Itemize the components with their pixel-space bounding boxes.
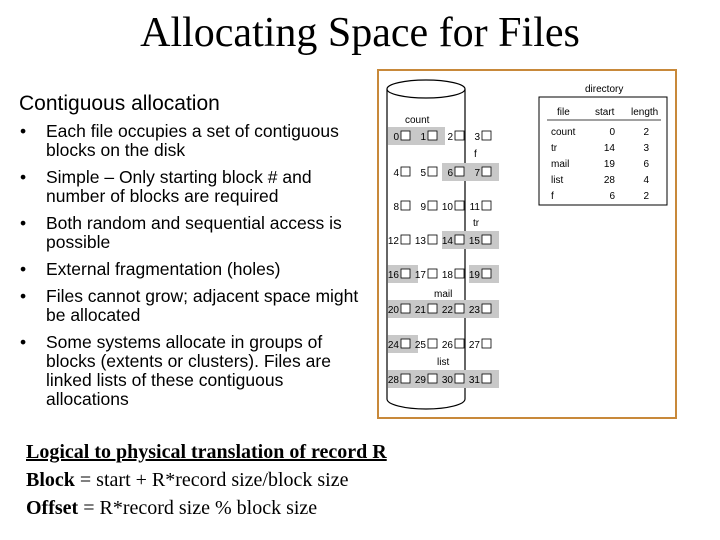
disk-block	[388, 370, 418, 388]
file-label-f: f	[474, 149, 477, 160]
directory-cell: 14	[603, 143, 615, 154]
directory-cell: 3	[643, 143, 649, 154]
directory-cell: f	[551, 191, 554, 202]
disk-block-number: 24	[387, 340, 399, 351]
directory-cell: count	[551, 127, 576, 138]
formula-block-term: Block	[26, 469, 75, 491]
disk-block	[415, 300, 445, 318]
file-label-count: count	[405, 115, 430, 126]
directory-header-start: start	[595, 107, 615, 118]
disk-block-number: 18	[441, 270, 453, 281]
bullet-item: • Both random and sequential access is possible	[18, 214, 363, 252]
disk-block-number: 8	[393, 202, 399, 213]
disk-block	[470, 201, 491, 213]
disk-block-number: 30	[441, 375, 453, 386]
disk-block-number: 0	[393, 132, 399, 143]
directory-cell: 2	[643, 127, 649, 138]
directory-cell: 19	[603, 159, 615, 170]
disk-block	[388, 335, 418, 353]
formula-offset-line	[26, 494, 387, 522]
disk-block-number: 3	[474, 132, 480, 143]
bullet-item: • External fragmentation (holes)	[18, 260, 363, 279]
translation-formula	[26, 438, 387, 522]
disk-block-number: 21	[414, 305, 426, 316]
disk-block-number: 10	[441, 202, 453, 213]
disk-block-number: 29	[414, 375, 426, 386]
disk-block	[469, 231, 499, 249]
disk-block	[415, 127, 445, 145]
disk-block	[469, 300, 499, 318]
disk-block	[442, 300, 472, 318]
disk-block	[474, 131, 491, 143]
disk-block-number: 5	[420, 168, 426, 179]
disk-block	[442, 370, 472, 388]
disk-block	[442, 163, 472, 181]
contiguous-allocation-figure	[377, 69, 677, 419]
disk-block-number: 25	[414, 340, 426, 351]
directory-cell: mail	[551, 159, 570, 170]
file-label-mail: mail	[434, 289, 453, 300]
slide-title: Allocating Space for Files	[140, 10, 580, 56]
disk-block-number: 11	[469, 202, 480, 213]
directory-header-file: file	[557, 107, 570, 118]
disk-block-number: 6	[447, 168, 453, 179]
disk-block-number: 4	[393, 168, 399, 179]
file-label-list: list	[437, 357, 450, 368]
disk-block-number: 7	[474, 168, 480, 179]
bullet-item: • Some systems allocate in groups of blocks (extents or clusters). Files are linked lists of these contiguous allocations	[18, 333, 363, 409]
disk-block-number: 22	[441, 305, 453, 316]
disk-block-number: 13	[414, 236, 426, 247]
disk-block-number: 23	[468, 305, 480, 316]
disk-block-number: 9	[420, 202, 426, 213]
disk-block	[388, 300, 418, 318]
file-label-tr: tr	[473, 218, 480, 229]
disk-block	[415, 370, 445, 388]
disk-block-number: 15	[468, 236, 480, 247]
disk-block	[469, 265, 499, 283]
disk-block	[388, 127, 418, 145]
disk-block	[442, 231, 472, 249]
directory-cell: tr	[551, 143, 558, 154]
disk-block-number: 2	[447, 132, 453, 143]
disk-diagram	[379, 71, 675, 417]
disk-block	[469, 370, 499, 388]
disk-block-number: 16	[387, 270, 399, 281]
bullet-item: • Simple – Only starting block # and number of blocks are required	[18, 168, 363, 206]
directory-cell: 6	[643, 159, 649, 170]
disk-block-number: 20	[387, 305, 399, 316]
directory-cell: list	[551, 175, 564, 186]
disk-block-number: 17	[414, 270, 426, 281]
formula-offset-expr: = R*record size % block size	[78, 497, 318, 519]
bullet-list	[18, 122, 363, 417]
disk-block-number: 26	[441, 340, 453, 351]
formula-block-line	[26, 466, 387, 494]
bullet-item: • Each file occupies a set of contiguous blocks on the disk	[18, 122, 363, 160]
section-heading: Contiguous allocation	[19, 92, 220, 115]
formula-block-expr: = start + R*record size/block size	[74, 469, 349, 491]
disk-block-number: 19	[468, 270, 480, 281]
disk-block-number: 12	[387, 236, 399, 247]
directory-title: directory	[585, 84, 624, 95]
directory-cell: 4	[643, 175, 649, 186]
disk-block-number: 28	[387, 375, 399, 386]
bullet-item: • Files cannot grow; adjacent space might be allocated	[18, 287, 363, 325]
directory-header-length: length	[631, 107, 659, 118]
directory-cell: 28	[603, 175, 615, 186]
disk-block	[388, 265, 418, 283]
disk-block-number: 14	[441, 236, 453, 247]
formula-heading: Logical to physical translation of record R	[26, 441, 387, 463]
disk-block-number: 27	[468, 340, 480, 351]
directory-cell: 6	[609, 191, 615, 202]
disk-block	[469, 339, 491, 351]
formula-offset-term: Offset	[26, 497, 79, 519]
disk-block	[469, 163, 499, 181]
directory-cell: 0	[609, 127, 615, 138]
directory-cell: 2	[643, 191, 649, 202]
disk-block-number: 31	[468, 375, 480, 386]
disk-block-number: 1	[420, 132, 426, 143]
